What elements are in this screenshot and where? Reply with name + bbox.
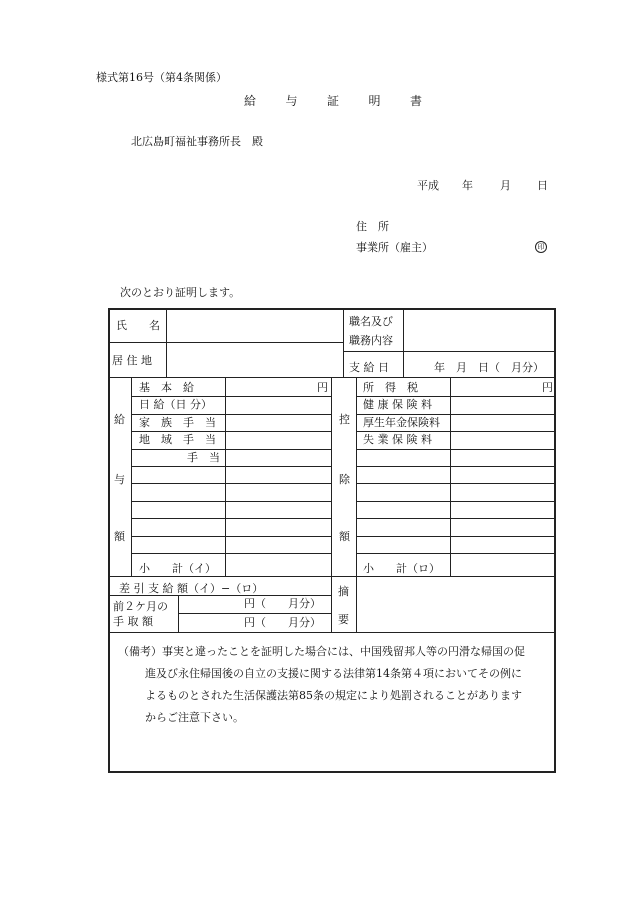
note-line: （備考）事実と違ったことを証明した場合には、中国残留邦人等の円滑な帰国の促 [118, 645, 525, 658]
payday-label: 支 給 日 [349, 361, 389, 374]
ded-row-label: 健 康 保 険 料 [363, 398, 432, 412]
grid-line [109, 595, 331, 596]
grid-line [343, 309, 344, 378]
ded-side-label-1: 控 [339, 413, 350, 426]
title-char: 給 [244, 94, 257, 108]
date-era: 平成 [417, 179, 439, 192]
grid-line [356, 414, 556, 415]
prev-label-2: 手 取 額 [113, 615, 153, 628]
pay-row-label: 手 当 [187, 450, 220, 464]
grid-line [109, 377, 555, 378]
grid-line [450, 378, 451, 576]
ded-subtotal: 小 計（ロ） [363, 562, 440, 575]
payday-value: 年 月 日（ 月分） [434, 361, 544, 374]
grid-line [131, 466, 331, 467]
pay-row-label: 日 給（日 分） [139, 398, 212, 412]
position-field[interactable] [404, 310, 554, 350]
pay-row-label: 家 族 手 当 [139, 415, 216, 429]
position-label-1: 職名及び [349, 315, 393, 328]
grid-line [131, 501, 331, 502]
grid-line [131, 414, 331, 415]
date-year: 年 [462, 179, 473, 192]
net-pay-label: 差 引 支 給 額（イ）−（ロ） [119, 582, 264, 595]
payday-divider [403, 351, 404, 378]
employer-label: 事業所（雇主） [356, 241, 433, 254]
grid-line [109, 576, 555, 577]
ded-side-label-3: 額 [339, 530, 350, 543]
date-month: 月 [500, 179, 511, 192]
grid-line [331, 378, 332, 632]
grid-line [131, 536, 331, 537]
grid-line [109, 632, 555, 633]
note-line: 進及び永住帰国後の自立の支援に関する法律第14条第４項においてその例に [145, 667, 522, 680]
address-row-label: 居 住 地 [112, 354, 152, 367]
pay-side-label-3: 額 [114, 530, 125, 543]
grid-line [178, 613, 331, 614]
grid-line [131, 553, 331, 554]
title-char: 明 [368, 94, 381, 108]
form-title [244, 95, 422, 107]
position-label-2: 職務内容 [349, 334, 393, 347]
remarks-side-1: 摘 [338, 585, 349, 598]
grid-line [356, 553, 556, 554]
intro-text: 次のとおり証明します。 [120, 286, 241, 299]
title-char: 書 [409, 94, 422, 108]
grid-line [356, 536, 556, 537]
prev-row-1: 円（ 月分） [244, 597, 321, 610]
pay-subtotal: 小 計（イ） [139, 562, 216, 575]
grid-line [343, 351, 555, 352]
residence-field[interactable] [167, 344, 342, 376]
name-label: 氏 名 [116, 319, 160, 332]
pay-row-label: 基 本 給 [139, 381, 194, 394]
ded-row-amount[interactable]: 円 [542, 381, 553, 394]
title-char: 与 [285, 94, 298, 108]
form-number: 様式第16号（第4条関係） [96, 71, 227, 84]
grid-line [356, 378, 357, 576]
ded-row-label: 厚生年金保険料 [363, 415, 440, 429]
pay-row-amount[interactable]: 円 [317, 381, 328, 394]
pay-row-label: 地 域 手 当 [139, 433, 216, 447]
pay-side-label-1: 給 [114, 413, 125, 426]
grid-line [131, 483, 331, 484]
grid-line [356, 449, 556, 450]
grid-line [225, 378, 226, 576]
prev-label-1: 前２ケ月の [113, 600, 168, 613]
prev-row-2: 円（ 月分） [244, 616, 321, 629]
grid-line [356, 576, 357, 632]
note-line: からご注意下さい。 [145, 711, 244, 724]
addressee: 北広島町福祉事務所長 殿 [131, 135, 263, 148]
grid-line [131, 449, 331, 450]
ded-side-label-2: 除 [339, 473, 350, 486]
remarks-side-2: 要 [338, 613, 349, 626]
grid-line [131, 518, 331, 519]
note-line: よるものとされた生活保護法第85条の規定により処罰されることがあります [145, 689, 522, 702]
address-label: 住 所 [356, 220, 389, 233]
date-day: 日 [537, 179, 548, 192]
name-field[interactable] [167, 310, 342, 342]
ded-row-label: 所 得 税 [363, 381, 418, 394]
seal-mark: 印 [535, 241, 547, 253]
title-char: 証 [326, 94, 339, 108]
ded-row-label: 失 業 保 険 料 [363, 433, 432, 447]
grid-line [356, 501, 556, 502]
grid-line [356, 518, 556, 519]
grid-line [109, 342, 343, 343]
pay-side-label-2: 与 [114, 473, 125, 486]
grid-line [356, 483, 556, 484]
grid-line [131, 378, 132, 576]
grid-line [356, 466, 556, 467]
